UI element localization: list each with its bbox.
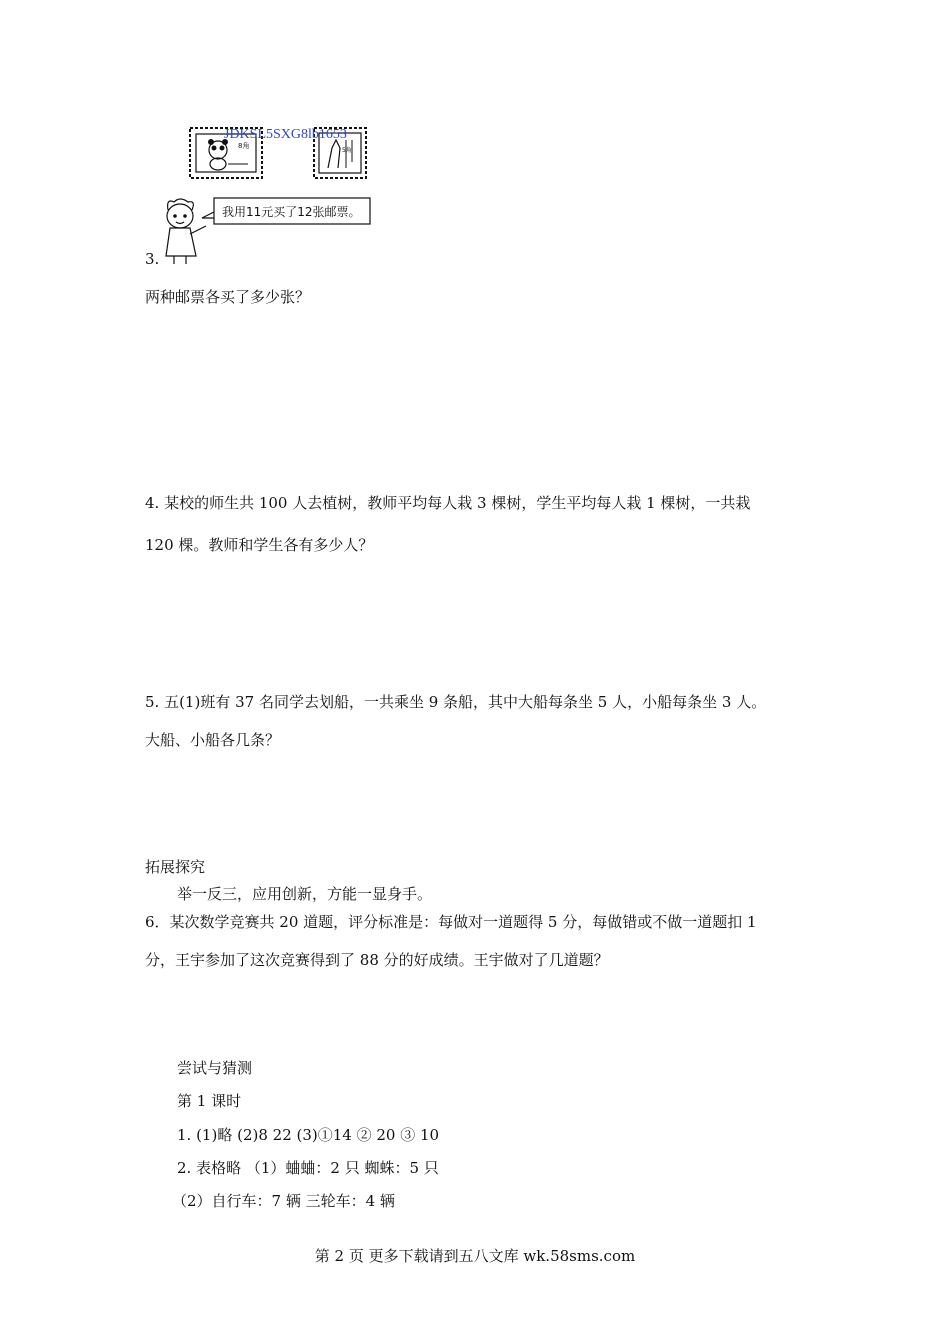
problem-3-number: 3. bbox=[145, 250, 160, 268]
speech-bubble-text: 我用11元买了12张邮票。 bbox=[222, 205, 361, 219]
problem-5-line1: 5. 五(1)班有 37 名同学去划船，一共乘坐 9 条船，其中大船每条坐 5 人，小船每条坐 3 人。 bbox=[145, 693, 767, 711]
stamps-illustration bbox=[160, 118, 390, 268]
stamp-right-value: 5角 bbox=[342, 147, 352, 154]
page-footer: 第 2 页 更多下载请到五八文库 wk.58sms.com bbox=[314, 1247, 636, 1265]
answer-2-part-2: （2）自行车：7 辆 三轮车：4 辆 bbox=[172, 1192, 395, 1210]
answers-title: 尝试与猜测 bbox=[177, 1059, 253, 1077]
problem-6-line1: 6．某次数学竞赛共 20 道题，评分标准是：每做对一道题得 5 分，每做错或不做一道题扣 1 bbox=[145, 913, 757, 931]
problem-3-question: 两种邮票各买了多少张？ bbox=[145, 288, 311, 306]
problem-4-line2: 120 棵。教师和学生各有多少人？ bbox=[145, 536, 374, 554]
watermark-text: JDKSL5SXG8lb1653 bbox=[224, 127, 347, 142]
stamp-left-value: 8角 bbox=[238, 142, 250, 150]
stamps-drawing bbox=[160, 118, 390, 268]
problem-4-line1: 4. 某校的师生共 100 人去植树，教师平均每人栽 3 棵树，学生平均每人栽 1 棵树，一共栽 bbox=[145, 494, 751, 512]
answers-lesson: 第 1 课时 bbox=[177, 1092, 242, 1110]
girl-figure bbox=[166, 199, 206, 264]
extension-motto: 举一反三，应用创新，方能一显身手。 bbox=[177, 885, 433, 903]
answer-1: 1. (1)略 (2)8 22 (3)①14 ② 20 ③ 10 bbox=[177, 1126, 440, 1144]
problem-5-line2: 大船、小船各几条？ bbox=[145, 731, 281, 749]
answer-2: 2. 表格略 （1）蛐蛐：2 只 蜘蛛：5 只 bbox=[177, 1159, 439, 1177]
problem-6-line2: 分，王宇参加了这次竞赛得到了 88 分的好成绩。王宇做对了几道题？ bbox=[145, 951, 609, 969]
extension-heading: 拓展探究 bbox=[145, 858, 206, 876]
